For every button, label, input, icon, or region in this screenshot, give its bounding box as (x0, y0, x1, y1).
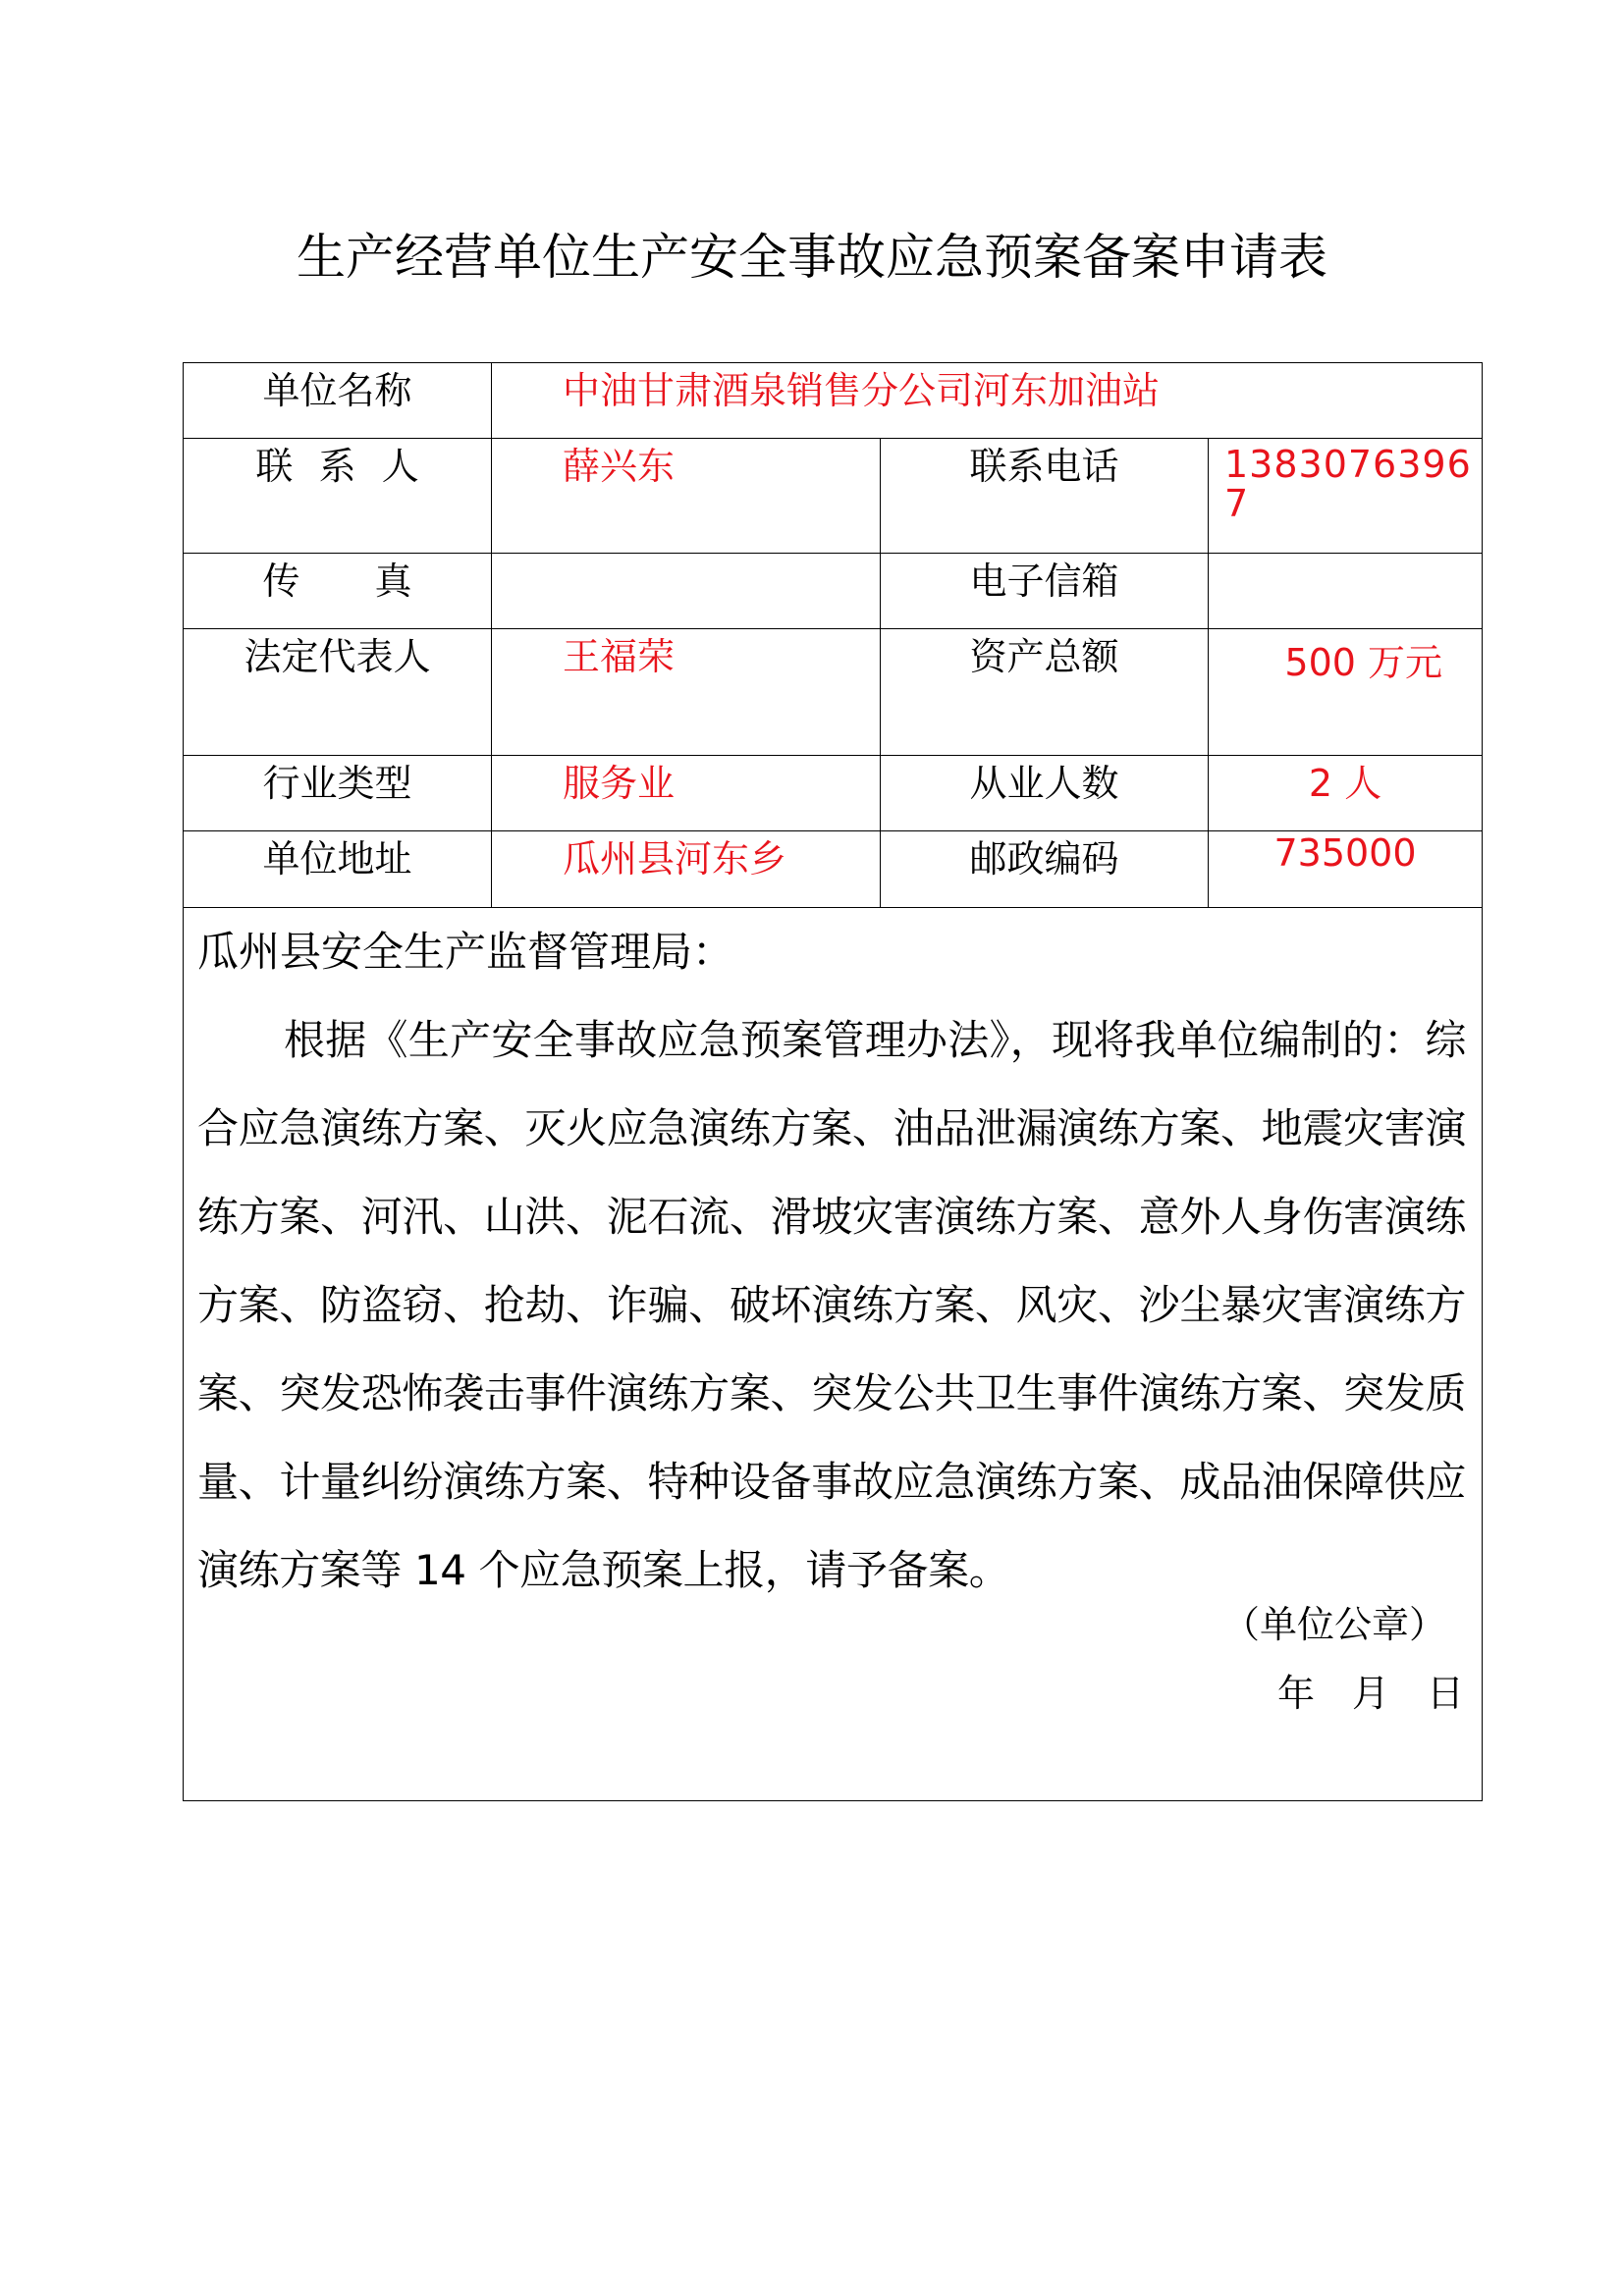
contact-value: 薛兴东 (492, 439, 881, 554)
assets-label: 资产总额 (881, 629, 1209, 756)
fax-value (492, 554, 881, 629)
address-value: 瓜州县河东乡 (492, 831, 881, 908)
employees-value: 2 人 (1209, 756, 1483, 831)
legal-rep-value: 王福荣 (492, 629, 881, 756)
postcode-label: 邮政编码 (881, 831, 1209, 908)
phone-value: 13830763967 (1209, 439, 1483, 554)
row-legal-rep (184, 629, 1483, 756)
employees-label: 从业人数 (881, 756, 1209, 831)
unit-name-label: 单位名称 (184, 363, 492, 439)
seal-note: （单位公章） (1222, 1603, 1447, 1646)
industry-value: 服务业 (492, 756, 881, 831)
application-form-table (183, 362, 1483, 1801)
email-label: 电子信箱 (881, 554, 1209, 629)
row-unit-name (184, 363, 1483, 439)
row-address (184, 831, 1483, 908)
letter-body: 根据《生产安全事故应急预案管理办法》，现将我单位编制的：综合应急演练方案、灭火应急演练方案、油品泄漏演练方案、地震灾害演练方案、河汛、山洪、泥石流、滑坡灾害演练方案、意外人身伤害演练方案、防盗窃、抢劫、诈骗、破坏演练方案、风灾、沙尘暴灾害演练方案、突发恐怖袭击事件演练方案、突发公共卫生事件演练方案、突发质量、计量纠纷演练方案、特种设备事故应急演练方案、成品油保障供应演练方案等 14 个应急预案上报，请予备案。 (197, 1016, 1466, 1594)
letter-cell (184, 908, 1483, 1801)
unit-name-value: 中油甘肃酒泉销售分公司河东加油站 (492, 363, 1483, 439)
assets-value: 500 万元 (1209, 629, 1483, 756)
row-fax (184, 554, 1483, 629)
page-title: 生产经营单位生产安全事故应急预案备案申请表 (297, 229, 1327, 286)
row-industry (184, 756, 1483, 831)
date-line: 年 月 日 (1277, 1672, 1465, 1715)
industry-label: 行业类型 (184, 756, 492, 831)
row-letter (184, 908, 1483, 1801)
email-value (1209, 554, 1483, 629)
row-contact (184, 439, 1483, 554)
fax-label: 传 真 (184, 554, 492, 629)
legal-rep-label: 法定代表人 (184, 629, 492, 756)
postcode-value: 735000 (1209, 831, 1483, 908)
address-label: 单位地址 (184, 831, 492, 908)
contact-label: 联 系 人 (184, 439, 492, 554)
letter-addressee: 瓜州县安全生产监督管理局： (197, 928, 734, 976)
phone-label: 联系电话 (881, 439, 1209, 554)
